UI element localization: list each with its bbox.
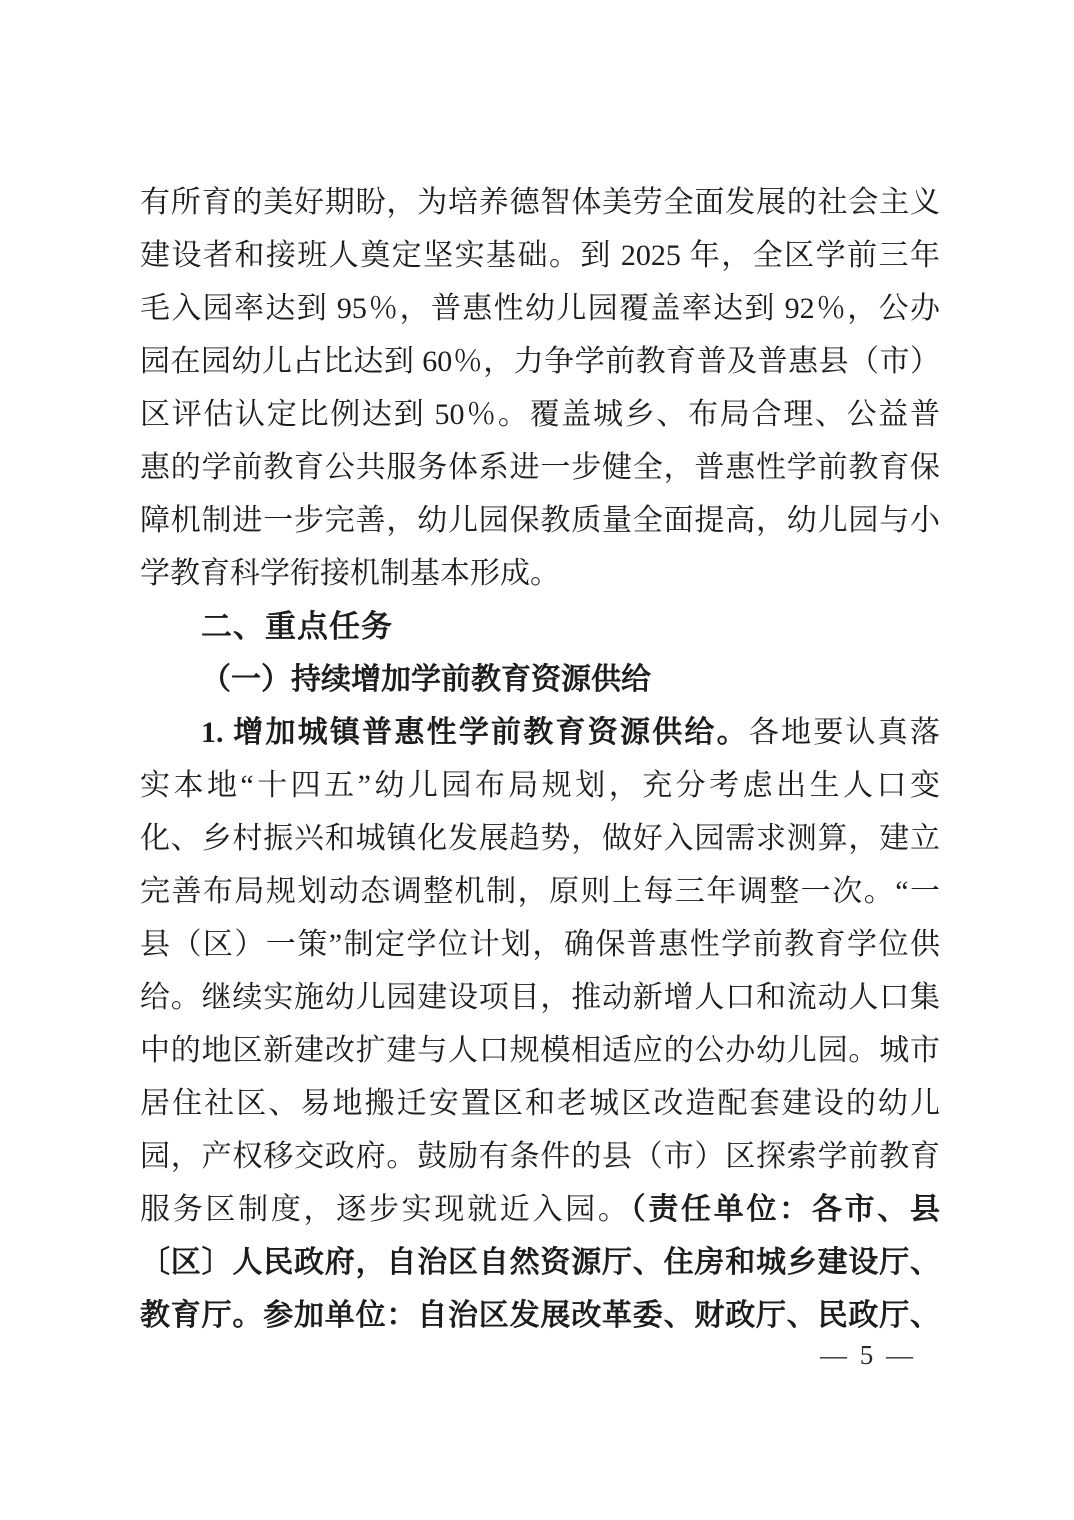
text-line [140,282,940,335]
body-text: 实本地“十四五”幼儿园布局规划，充分考虑出生人口变 [140,769,940,802]
text-line [140,176,940,229]
text-line [140,600,940,653]
text-line [140,865,940,918]
body-text: 完善布局规划动态调整机制，原则上每三年调整一次。“一 [140,875,940,908]
emphasis-text: 1. 增加城镇普惠性学前教育资源供给。 [201,716,749,749]
text-line [140,812,940,865]
body-text: 给。继续实施幼儿园建设项目，推动新增人口和流动人口集 [140,981,940,1014]
emphasis-text: （责任单位：各市、县 [630,1193,940,1226]
body-text: 毛入园率达到 95％，普惠性幼儿园覆盖率达到 92％，公办 [140,292,940,325]
text-line [140,918,940,971]
text-line [140,229,940,282]
body-text: 建设者和接班人奠定坚实基础。到 2025 年，全区学前三年 [140,239,940,272]
page-number: — 5 — [820,1340,916,1370]
text-line [140,1289,940,1342]
text-line [140,971,940,1024]
emphasis-text: 〔区〕人民政府，自治区自然资源厅、住房和城乡建设厅、 [140,1246,940,1279]
body-text: 县（区）一策”制定学位计划，确保普惠性学前教育学位供 [140,928,940,961]
body-text: 服务区制度，逐步实现就近入园。 [140,1193,631,1226]
emphasis-text: 教育厅。参加单位：自治区发展改革委、财政厅、民政厅、 [140,1299,940,1332]
body-text: 障机制进一步完善，幼儿园保教质量全面提高，幼儿园与小 [140,504,940,537]
emphasis-text: （一）持续增加学前教育资源供给 [201,663,651,696]
emphasis-text: 二、重点任务 [201,609,393,644]
body-text: 各地要认真落 [748,716,941,749]
body-text: 居住社区、易地搬迁安置区和老城区改造配套建设的幼儿 [140,1087,940,1120]
body-text: 园在园幼儿占比达到 60％，力争学前教育普及普惠县（市） [140,345,940,378]
text-line [140,388,940,441]
document-body [140,176,940,1342]
text-line [140,1183,940,1236]
body-text: 化、乡村振兴和城镇化发展趋势，做好入园需求测算，建立 [140,822,940,855]
body-text: 园，产权移交政府。鼓励有条件的县（市）区探索学前教育 [140,1140,940,1173]
body-text: 区评估认定比例达到 50％。覆盖城乡、布局合理、公益普 [140,398,940,431]
text-line [140,1130,940,1183]
body-text: 有所育的美好期盼，为培养德智体美劳全面发展的社会主义 [140,186,940,219]
text-line [140,759,940,812]
text-line [140,1024,940,1077]
text-line [140,441,940,494]
text-line [140,706,940,759]
body-text: 中的地区新建改扩建与人口规模相适应的公办幼儿园。城市 [140,1034,940,1067]
text-line [140,1236,940,1289]
text-line [140,1077,940,1130]
body-text: 惠的学前教育公共服务体系进一步健全，普惠性学前教育保 [140,451,940,484]
text-line [140,653,940,706]
body-text: 学教育科学衔接机制基本形成。 [140,557,560,590]
text-line [140,335,940,388]
text-line [140,547,940,600]
text-line [140,494,940,547]
